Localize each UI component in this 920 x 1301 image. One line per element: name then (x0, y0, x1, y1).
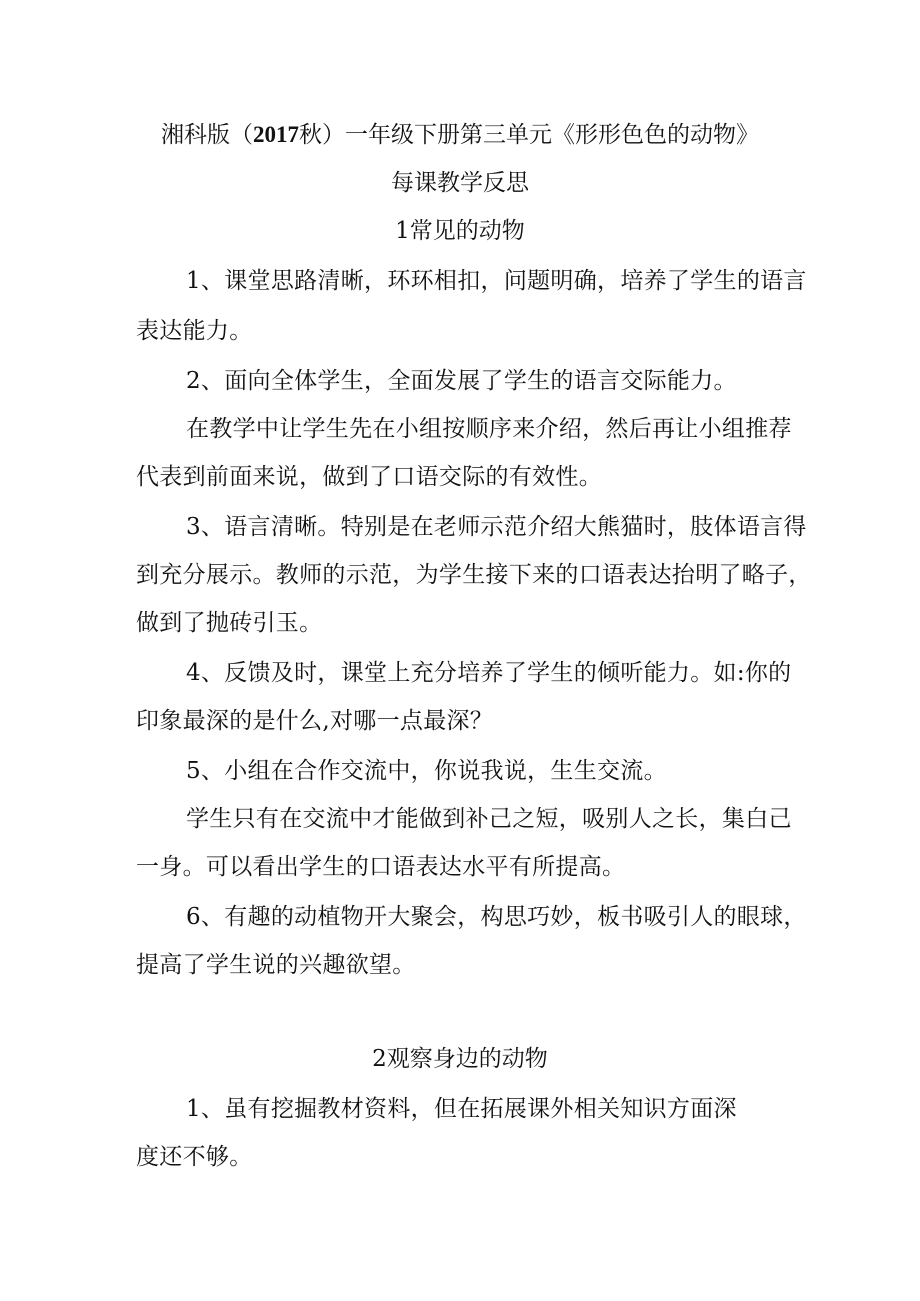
paragraph-line: 度还不够。 (136, 1144, 253, 1170)
paragraph-line: 做到了抛砖引玉。 (136, 610, 323, 636)
paragraph-line: 到充分展示。教师的示范，为学生接下来的口语表达抬明了略子， (136, 562, 812, 588)
paragraph-line: 2、面向全体学生，全面发展了学生的语言交际能力。 (186, 368, 737, 394)
title-year: 2017 (253, 122, 299, 147)
title-suffix: 秋）一年级下册第三单元《形形色色的动物》 (299, 122, 759, 148)
title-prefix: 湘科版（ (161, 122, 253, 148)
section1-heading: 1常见的动物 (395, 218, 525, 244)
paragraph-line: 1、虽有挖掘教材资料，但在拓展课外相关知识方面深 (186, 1096, 737, 1122)
paragraph-line: 表达能力。 (136, 318, 253, 344)
paragraph-line: 一身。可以看出学生的口语表达水平有所提高。 (136, 854, 626, 880)
paragraph-line: 在教学中让学生先在小组按顺序来介绍，然后再让小组推荐 (186, 416, 792, 442)
document-title (0, 120, 920, 150)
paragraph-line: 5、小组在合作交流中，你说我说，生生交流。 (186, 758, 667, 784)
paragraph-line: 6、有趣的动植物开大聚会，构思巧妙，板书吸引人的眼球， (186, 904, 807, 930)
document-subtitle: 每课教学反思 (391, 170, 529, 196)
section2-heading: 2观察身边的动物 (372, 1046, 548, 1072)
paragraph-line: 印象最深的是什么,对哪一点最深？ (136, 708, 494, 734)
paragraph-line: 学生只有在交流中才能做到补己之短，吸别人之长，集白己 (186, 806, 792, 832)
paragraph-line: 3、语言清晰。特别是在老师示范介绍大熊猫时，肢体语言得 (186, 514, 807, 540)
paragraph-line: 1、课堂思路清晰，环环相扣，问题明确，培养了学生的语言 (186, 268, 807, 294)
paragraph-line: 提高了学生说的兴趣欲望。 (136, 952, 416, 978)
paragraph-line: 4、反馈及时，课堂上充分培养了学生的倾听能力。如:你的 (186, 660, 792, 686)
paragraph-line: 代表到前面来说，做到了口语交际的有效性。 (136, 464, 602, 490)
